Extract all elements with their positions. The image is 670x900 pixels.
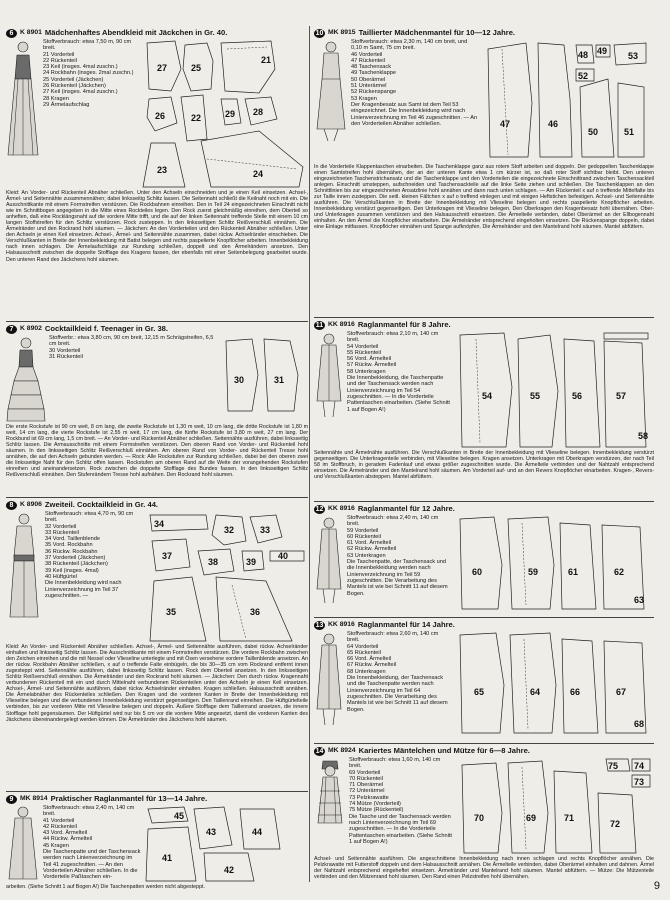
part-item: 66 Vord. Ärmelteil — [347, 656, 392, 663]
pattern-section — [314, 318, 654, 502]
piece-number: 50 — [588, 127, 599, 137]
part-item: 40 Hüftgürtel — [45, 573, 78, 580]
part-item: 61 Vord. Ärmelteil — [347, 540, 392, 547]
section-title: Zweiteil. Cocktailkleid in Gr. 44. — [44, 500, 159, 509]
fabric-consumption: Stoffverbrauch: etwa 2,40 m, 140 cm breit. — [43, 805, 135, 818]
section-title: Kariertes Mäntelchen und Mütze für 6—8 Jahre. — [358, 746, 530, 755]
part-item: 31 Rückenteil — [49, 353, 83, 360]
part-item: 52 Rückenspange — [351, 89, 397, 96]
fitted-coat-figure-illustration — [314, 39, 348, 143]
section-header — [6, 794, 308, 804]
pattern-section — [6, 322, 308, 498]
section-body — [314, 631, 654, 735]
pattern-pieces-diagram — [454, 331, 654, 449]
piece-number: 54 — [482, 391, 493, 401]
part-item: 44 Rückw. Ärmelteil — [43, 836, 93, 843]
section-body — [314, 39, 654, 163]
instructions-text: Kleid: An Vorder- und Rückenteil Abnäher schließen. Unter den Achseln einschneiden und je einen Keil einsetzen. Achsel-, Ärmel- und Seitennähte zusammennähen; dabei linksseitig Schlitz lassen. Die Seitennaht schließt die Keilnaht noch mit ein. Die Ausschnittkante mit einem Formstreifen verstürzen. Die Rockbahnen einreihen. Den in Teil 24 eingezeichneten Einschnitt nicht wie im Schnittbogen angegeben in die Mitte eines Rockteiles legen. Den Rock zuerst gleichmäßig einreihen, dem Oberteil so anheften, daß eine Rocklängsnaht auf die vordere Mitte trifft, und die auf der linken Seitennaht treffende Stelle mit einem 10 cm langen Stoffstreifen für den Schlitz verstürzen. Rock zusteppen. In den linksseitigen Schlitz Reißverschluß einnähen. Die Ärmelränder und den Rockrand hohl säumen. — Jäckchen: An den Vorderteilen und den Rückenteil Abnäher schließen. Unter den Achseln je einen Keil einsetzen. Achsel-, Ärmel- und Seitennähte zusammen, dabei rückw. Achselränder einschieben. Die Verschlußkanten in Breite der Innenbekleidung mit Batist belegen und rechts paspelierte Knopflöcher arbeiten. Innenbekleidung nach innen schlagen. Die Ärmelaufschläge zur Rundung schließen, doppelt und den Ärmelrändern ansetzen. Den Halsausschnitt zwischen die doppelte Stofflage des Kragens fassen, der ebenfalls mit einer Seitenbelegung gearbeitet wurde. Den unteren Rand des Jäckchens hohl säumen. — [6, 190, 308, 263]
parts-list — [347, 331, 451, 449]
section-number: 14 — [315, 747, 324, 755]
piece-number: 21 — [261, 55, 272, 65]
part-item: 29 Ärmelaufschlag — [43, 101, 90, 108]
section-number: 11 — [315, 321, 324, 329]
section-body — [6, 805, 308, 883]
pattern-section — [314, 26, 654, 318]
instructions-text: In die Vorderteile Klappentaschen einarbeiten. Die Taschenklappe ganz aus rotem Stoff arbeiten und doppeln. Der gedoppelten Taschenklappe einen Samtstreifen hohl übernähen, der an der unteren Kante etwa 1 cm kürzer ist, so daß roter Stoff sichtbar bleibt. Den unteren eingezeichneten Taschenstrichansatz und die Taschenklappe und den Vorderteilen die eingezeichnete Einschnittrand zwischen Taschensackteil anlegen. Einschnitt umsteppen, aufschneiden und Taschensackteile auf die linke Seite ziehen und schließen. Die Taschenklappen an den Schnittlinien bis zur eingezeichneten Ansatzlinie hohl annähen und dann nach unten schlagen. — Am Rückenteil x auf o treffende Mittelfalte bis zur Taille innen zusteppen. Die seitl. kleinen Fältchen x auf o treffend einlegen und mit einigen Heftstichen befestigen. Achsel- und Seitennähte ausführen. Die Verschlußkanten in Breite der Innenbekleidung mit Vlieseline belegen und rechts paspelierte Knopflöcher arbeiten. Innenbekleidung verstürzt gegenseitigen. Den Unterkragen mit Vlieseline belegen. Den Oberkragen den Kragenbesatz hohl übernähen. Ober- und Unterkragen zusammen verstürzen und den Halsausschnitt einsetzen. Die Ärmelteile verbinden, dabei Oberärmel an der Ellbogennaht einhalten. An den Ärmel die Knopflöcher einarbeiten. Die Ärmelränder entsprechend eingeholten einsetzen. Die Rückenspange doppeln, dabei eine Einlage mitfassen. Knopflöcher einnähen und Spange aufknöpfen. Die Ärmelränder und den Mantelrand hohl säumen. Mantel abfüttern. — [314, 164, 654, 231]
part-item: 57 Rückw. Ärmelteil — [347, 362, 397, 369]
instructions-text: arbeiten. (Siehe Schnitt 1 auf Bogen A!) Die Taschenpatten werden nicht abgesteppt. — [6, 884, 205, 890]
raglan-coat-14-figure-illustration — [314, 631, 344, 727]
raglan-coat-12-figure-illustration — [314, 515, 344, 605]
part-item: 36 Rückw. Rockbahn — [45, 548, 98, 555]
section-header — [314, 28, 654, 38]
piece-number: 48 — [578, 50, 589, 60]
two-piece-dress-figure-illustration — [6, 511, 42, 621]
part-item: 73 Pelzkrawatte — [349, 794, 389, 801]
part-item: 59 Vorderteil — [347, 527, 379, 534]
parts-list — [49, 335, 219, 423]
part-item: 42 Rückenteil — [43, 823, 77, 830]
section-number: 6 — [6, 29, 17, 38]
part-item: 45 Kragen — [43, 842, 69, 849]
section-body — [6, 335, 308, 423]
piece-number: 71 — [564, 813, 575, 823]
piece-number: 47 — [500, 119, 511, 129]
piece-number: 58 — [638, 431, 649, 441]
pattern-code: KK 8916 — [328, 321, 355, 328]
page-number: 9 — [653, 880, 660, 892]
part-item: 72 Unterärmel — [349, 788, 385, 795]
piece-number: 61 — [568, 567, 579, 577]
pattern-code: K 8902 — [20, 325, 42, 332]
part-item: 74 Mütze (Vorderteil) — [349, 801, 401, 808]
part-item: 58 Unterkragen — [347, 368, 386, 375]
piece-number: 34 — [154, 519, 165, 529]
section-body — [314, 515, 654, 611]
part-item: 34 Vord. Taillenblende — [45, 536, 100, 543]
part-item: 35 Vord. Rockbahn — [45, 542, 93, 549]
piece-number: 28 — [253, 107, 264, 117]
section-header — [314, 746, 654, 756]
instructions-text: Seitennähte und Ärmelnähte ausführen. Die Verschlußkanten in Breite der Innenbekleidung mit Vlieseline belegen. Innenbekleidung verstürzt gegenseitigen. Die Unterkragenteile verbinden, mit Vlieseline belegen. Kragen ansetzen. Unterkragen mit Oberkragen verstürzen, der nach Teil 58 im Stoffbruch, in geradem Fadenlauf und etwas größer zugeschnitten wurde. Die Ärmelteile verbinden und der Nahtzahl entsprechend einsetzen. Die Ärmelränder und den Mantelrand hohl säumen. Am Vorderteil auf- und an den Revers Knopflöcher einarbeiten. Kragen-, Revers- und Verschlußkanten absteppen. Mantel abfüttern. — [314, 450, 654, 481]
fabric-consumption: Stoffverbrauch: etwa 7,50 m, 90 cm breit. — [43, 39, 132, 52]
pattern-code: MK 8924 — [328, 747, 356, 754]
section-title: Mädchenhaftes Abendkleid mit Jäckchen in Gr. 40. — [44, 28, 228, 37]
part-item: 69 Vorderteil — [349, 769, 381, 776]
part-item: 68 Unterkragen — [347, 668, 386, 675]
piece-number: 35 — [166, 607, 177, 617]
parts-list — [45, 511, 143, 643]
part-item: 26 Rückenteil (Jäckchen) — [43, 83, 106, 90]
part-item: Die Tasche und der Taschensack werden nach Linienverzeichnung im Teil 69 zugeschnitten. — In die Vorderteile Pattentaschen einarbeiten. (Siehe Schnitt 1 auf Bogen A!) — [349, 813, 452, 845]
part-item: 71 Oberärmel — [349, 782, 384, 789]
section-header — [6, 324, 308, 334]
pattern-pieces-diagram — [141, 39, 308, 189]
part-item: 49 Taschenklappe — [351, 70, 396, 77]
piece-number: 55 — [530, 391, 541, 401]
section-number: 12 — [315, 505, 324, 513]
part-item: Die Taschenpatte und der Taschensack werden nach Linienverzeichnung im Teil 41 zugeschnitten. — An den Vorderteilen Abnäher schließen. In die Vorderteile Paßtaschen ein- — [43, 849, 141, 881]
part-item: Die Innenbekleidung, die Taschenpatte und der Taschensack werden nach Linienverzeichnung im Teil 54 zugeschnitten. — In die Vorderteile Pattentaschen einarbeiten. (Siehe Schnitt 1 auf Bogen A!) — [347, 375, 450, 413]
parts-list — [347, 631, 451, 735]
part-item: 60 Rückenteil — [347, 533, 381, 540]
section-body — [6, 39, 308, 189]
piece-number: 66 — [570, 687, 581, 697]
pattern-pieces-diagram — [454, 515, 654, 611]
piece-number: 46 — [548, 119, 559, 129]
piece-number: 43 — [206, 827, 217, 837]
instructions-text: Achsel- und Seitennähte ausführen. Die angeschnittene Innenbekleidung nach innen schlagen und rechts Knopflöcher annähen. Die Pelzkrawatte mit Futterstoff doppeln und dem Halsausschnitt annähen. Die Ärmelteile verbinden, dabei Oberärmel einhalten und dahnen. Ärmel der Nahtzahl entsprechend eingeheftet einsetzen. Ärmelränder und Mantelrand hohl säumen. Mantel abfüttern. — Mütze: Die Mützenteile verbinden und den Mützenrand hohl säumen. Den Rand einen Pelzstreifen hohl übernähen. — [314, 856, 654, 881]
piece-number: 65 — [474, 687, 485, 697]
piece-number: 30 — [234, 375, 245, 385]
right-column — [314, 26, 654, 899]
section-number: 8 — [6, 501, 17, 510]
part-item: 28 Kragen — [43, 95, 69, 102]
fabric-consumption: Stoffverbrauch: etwa 2,60 m, 140 cm breit. — [347, 631, 439, 644]
piece-number: 33 — [260, 525, 271, 535]
part-item: 41 Vorderteil — [43, 817, 75, 824]
part-item: 65 Rückenteil — [347, 649, 381, 656]
part-item: 70 Rückenteil — [349, 775, 383, 782]
section-title: Raglanmantel für 8 Jahre. — [357, 320, 451, 329]
part-item: 64 Vorderteil — [347, 643, 379, 650]
fabric-consumption: Stoffverbrauch: etwa 2,10 m, 140 cm breit. — [347, 331, 439, 344]
pattern-code: MK 8915 — [328, 29, 356, 36]
pattern-pieces-diagram — [222, 335, 308, 423]
piece-number: 67 — [616, 687, 627, 697]
part-item: 48 Taschensack — [351, 64, 392, 71]
part-item: 32 Vorderteil — [45, 523, 77, 530]
part-item: 56 Vord. Ärmelteil — [347, 356, 392, 363]
section-number: 9 — [6, 795, 17, 804]
piece-number: 42 — [224, 865, 235, 875]
instructions-text: Kleid: An Vorder- und Rückenteil Abnäher schließen. Achsel-, Ärmel- und Seitennähte ausführen, dabei rückw. Achselränder einhalten und linksseitig Schlitz lassen. Die Ausschnittkante mit einem Formstreifen verstürzen. Die vordere Rockbahn zwischen den Zeichen einreihen und die mit Nessel oder Vlieseline unterlegte und mit Ösen versehene vordere Taillenblende ansetzen. An der rückw. Rockbahn Abnäher schließen, x auf o treffende Falte einbügeln, die bis 30—35 cm vom Rockrand entfernt innen zugesteppt wird. Seitennähte ausführen, dabei linksseitig Schlitz lassen. Rock dem Oberteil ansetzen. In den linksseitigen Schlitz Reißverschluß einnähen. Die Ärmelränder und den Rockrand hohl säumen. — Jäckchen: Den durch rückw. Kragennaht verbundenen Rückenteil mit ein und durch Mittelnaht verbundenen Rückenteilen unter den Achseln je einen Keil einsetzen. Achsel-, Ärmel- und Seitennähte ausführen, dabei rückw. Achselränder einhalten. Kragen schließen. Halsausschnitt annähen. Die Ärmelabnäher des Rückenteiles schließen. Den Kragen und die vorderen Kanten in Breite der Innenbekleidung mit Vlieseline belegen und die verbundenen Innenbekleidung verstürzt gegenseitigen. Den Taillenrand einreihen. Die Hüftgürtelteile verbinden, bis zur vorderen Mitte mit Vlieseline belegen und doppeln. Äußere Stofflage dem Taillenrand ansetzen, die innere Stofflage hohl gegensäumen. Der Hüftgürtel wird nur bis 5 cm vor die vordere Mitte angesetzt, damit die vorderen Kanten des Jäckchens übereinandergelegt werden können. Die Ärmelränder des Jäckchens hohl säumen. — [6, 644, 308, 723]
fabric-consumption: Stoffverbrauch: etwa 2,30 m, 140 cm breit, und 0,10 m Samt, 75 cm breit. — [351, 39, 468, 52]
part-item: Die Innenbekleidung, der Taschensack und die Taschenpatte werden nach Linienverzeichnung im Teil 64 zugeschnitten. Die Verarbeitung des Mantels ist wie bei Schnitt 11 auf diesem Bogen. — [347, 675, 448, 713]
part-item: 46 Vorderteil — [351, 51, 383, 58]
piece-number: 38 — [208, 557, 219, 567]
piece-number: 64 — [530, 687, 541, 697]
part-item: Die Taschenpatte, der Taschensack und die Innenbekleidung werden nach Linienverzeichnung im Teil 59 zugeschnitten. Die Verarbeitung des Mantels ist wie bei Schnitt 11 auf diesem Bogen. — [347, 559, 448, 597]
cocktail-dress-figure-illustration — [6, 335, 46, 423]
dress-figure-illustration — [6, 39, 40, 159]
part-item: 30 Vorderteil — [49, 347, 81, 354]
part-item: Der Kragenbesatz aus Samt ist dem Teil 53 eingezeichnet. Die Innenbekleidung wird nach Linienverzeichnung im Teil 46 zugeschnitten. — An den Vorderteilen Abnäher schließen. — [351, 101, 478, 127]
part-item: 50 Oberärmel — [351, 76, 386, 83]
piece-number: 63 — [634, 595, 645, 605]
part-item: 27 Keil (insges. 4mal zuschn.) — [43, 89, 118, 96]
pattern-section — [314, 618, 654, 744]
piece-number: 68 — [634, 719, 645, 729]
piece-number: 32 — [224, 525, 235, 535]
section-title: Cocktailkleid f. Teenager in Gr. 38. — [44, 324, 169, 333]
pattern-section — [6, 792, 308, 893]
piece-number: 57 — [616, 391, 627, 401]
section-header — [314, 320, 654, 330]
section-number: 10 — [315, 29, 324, 37]
pattern-pieces-diagram — [454, 631, 654, 735]
fabric-consumption: Stoffverbrauch: etwa 2,40 m, 140 cm breit. — [347, 515, 439, 528]
part-item: 53 Kragen — [351, 95, 377, 102]
parts-list — [347, 515, 451, 611]
piece-number: 39 — [246, 557, 257, 567]
pattern-section — [6, 26, 308, 322]
part-item: 62 Rückw. Ärmelteil — [347, 546, 397, 553]
pattern-pieces-diagram — [482, 39, 654, 163]
piece-number: 52 — [578, 71, 589, 81]
parts-list — [43, 805, 141, 883]
part-item: 39 Keil (insges. 4mal) — [45, 567, 99, 574]
piece-number: 56 — [572, 391, 583, 401]
piece-number: 70 — [474, 813, 485, 823]
pattern-code: KK 8916 — [328, 505, 355, 512]
column-divider — [309, 26, 310, 882]
parts-list — [351, 39, 479, 163]
part-item: 23 Keil (insges. 4mal zuschn.) — [43, 64, 118, 71]
section-body — [314, 757, 654, 855]
piece-number: 59 — [528, 567, 539, 577]
section-body — [314, 331, 654, 449]
piece-number: 40 — [278, 551, 289, 561]
section-title: Praktischer Raglanmantel für 13—14 Jahre. — [50, 794, 208, 803]
section-title: Raglanmantel für 14 Jahre. — [357, 620, 455, 629]
part-item: 38 Rückenteil (Jäckchen) — [45, 561, 108, 568]
part-item: 22 Rückenteil — [43, 57, 77, 64]
piece-number: 51 — [624, 127, 635, 137]
raglan-coat-figure-illustration — [6, 805, 40, 883]
piece-number: 36 — [250, 607, 261, 617]
fabric-consumption: Stoffverbrauch: etwa 1,60 m, 140 cm breit. — [349, 757, 441, 770]
piece-number: 24 — [253, 169, 264, 179]
pattern-code: KK 8916 — [328, 621, 355, 628]
pattern-section — [314, 744, 654, 899]
section-header — [6, 28, 308, 38]
piece-number: 62 — [614, 567, 625, 577]
piece-number: 29 — [225, 109, 236, 119]
piece-number: 26 — [155, 111, 166, 121]
checked-coat-and-cap-figure-illustration — [314, 757, 346, 837]
piece-number: 75 — [608, 761, 619, 771]
part-item: 51 Unterärmel — [351, 83, 387, 90]
part-item: 33 Rückenteil — [45, 529, 79, 536]
part-item: 43 Vord. Ärmelteil — [43, 830, 88, 837]
instructions-text: Die erste Rockstufe ist 90 cm weit, 8 cm lang, die zweite Rockstufe ist 1,30 m weit, 10 cm lang, die dritte Rockstufe ist 1,80 m weit, 14 cm lang, die vierte Rockstufe ist 2,55 m weit, 17 cm lang, die fünfte Rockstufe ist 3,80 m weit, 27 cm lang. Der Rockbund ist 69 cm lang, 1,5 cm breit. — An Vorder- und Rückenteil Abnäher schließen. Seitennähte ausführen, dabei linksseitig Schlitz lassen. Die Armausschnitte mit einem Formstreifen verstürzen. Den oberen Rand von Vorder- und Rückenteil hohl säumen. In den linksseitigen Schlitz Reißverschluß einnähen. Am oberen Rand von Vorder- und Rückenteil Tresse hohl annähen, die auf den Achseln gebunden werden. — Rock: Alle Rockstufen zur Rundung schließen, dabei bei den oberen zwei die linksseitige Naht für den Schlitz offen lassen. Rockstufen am oberen Rand auf die Weite der vorangehenden Rockstufen einreihen und aneinandersetzen. Rock zwischen die doppelte Stofflage des Bundes fassen. In den linksseitigen Schlitz Reißverschluß einnähen. Den Stufenrändern Tresse hohl aufnähen. Den Rockrand hohl säumen. — [6, 424, 308, 479]
section-header — [314, 504, 654, 514]
part-item: 75 Mütze (Rückenteil) — [349, 807, 404, 814]
pattern-pieces-diagram — [146, 511, 308, 643]
part-item: 25 Vorderteil (Jäckchen) — [43, 76, 104, 83]
piece-number: 53 — [628, 51, 639, 61]
section-body — [6, 511, 308, 643]
pattern-code: MK 8914 — [20, 795, 48, 802]
piece-number: 69 — [526, 813, 537, 823]
pattern-section — [6, 498, 308, 792]
left-column — [6, 26, 308, 893]
piece-number: 41 — [162, 853, 173, 863]
child-raglan-coat-figure-illustration — [314, 331, 344, 421]
piece-number: 74 — [634, 761, 645, 771]
pattern-pieces-diagram — [456, 757, 654, 855]
section-title: Taillierter Mädchenmantel für 10—12 Jahre. — [358, 28, 516, 37]
piece-number: 73 — [634, 777, 645, 787]
piece-number: 31 — [274, 375, 285, 385]
pattern-section — [314, 502, 654, 618]
piece-number: 37 — [162, 551, 173, 561]
part-item: 21 Vorderteil — [43, 51, 75, 58]
piece-number: 22 — [191, 113, 202, 123]
fabric-consumption: Stoffverbrauch: etwa 4,70 m, 90 cm breit. — [45, 511, 134, 524]
pattern-code: K 8901 — [20, 29, 42, 36]
fabric-consumption: Stoffverbr.: etwa 3,80 cm, 90 cm breit, 12,15 m Schrägstreifen, 6,5 cm breit. — [49, 335, 214, 348]
piece-number: 44 — [252, 827, 263, 837]
section-number: 13 — [315, 621, 324, 629]
part-item: 63 Unterkragen — [347, 552, 386, 559]
part-item: 24 Rockbahn (insges. 2mal zuschn.) — [43, 70, 134, 77]
piece-number: 23 — [157, 165, 168, 175]
piece-number: 72 — [610, 819, 621, 829]
part-item: 54 Vorderteil — [347, 343, 379, 350]
pattern-code: K 8906 — [20, 501, 42, 508]
piece-number: 60 — [472, 567, 483, 577]
piece-number: 27 — [157, 63, 168, 73]
part-item: 37 Vorderteil (Jäckchen) — [45, 555, 106, 562]
section-header — [6, 500, 308, 510]
section-number: 7 — [6, 325, 17, 334]
pattern-pieces-diagram — [144, 805, 308, 883]
piece-number: 25 — [191, 63, 202, 73]
parts-list — [349, 757, 453, 855]
section-header — [314, 620, 654, 630]
piece-number: 49 — [597, 46, 608, 56]
part-item: Die Innenbekleidung wird nach Linienverzeichnung im Teil 37 zugeschnitten. — — [45, 580, 122, 599]
part-item: 67 Rückw. Ärmelteil — [347, 662, 397, 669]
part-item: 55 Rückenteil — [347, 349, 381, 356]
piece-number: 45 — [174, 811, 185, 821]
section-title: Raglanmantel für 12 Jahre. — [357, 504, 455, 513]
part-item: 47 Rückenteil — [351, 57, 385, 64]
parts-list — [43, 39, 138, 189]
